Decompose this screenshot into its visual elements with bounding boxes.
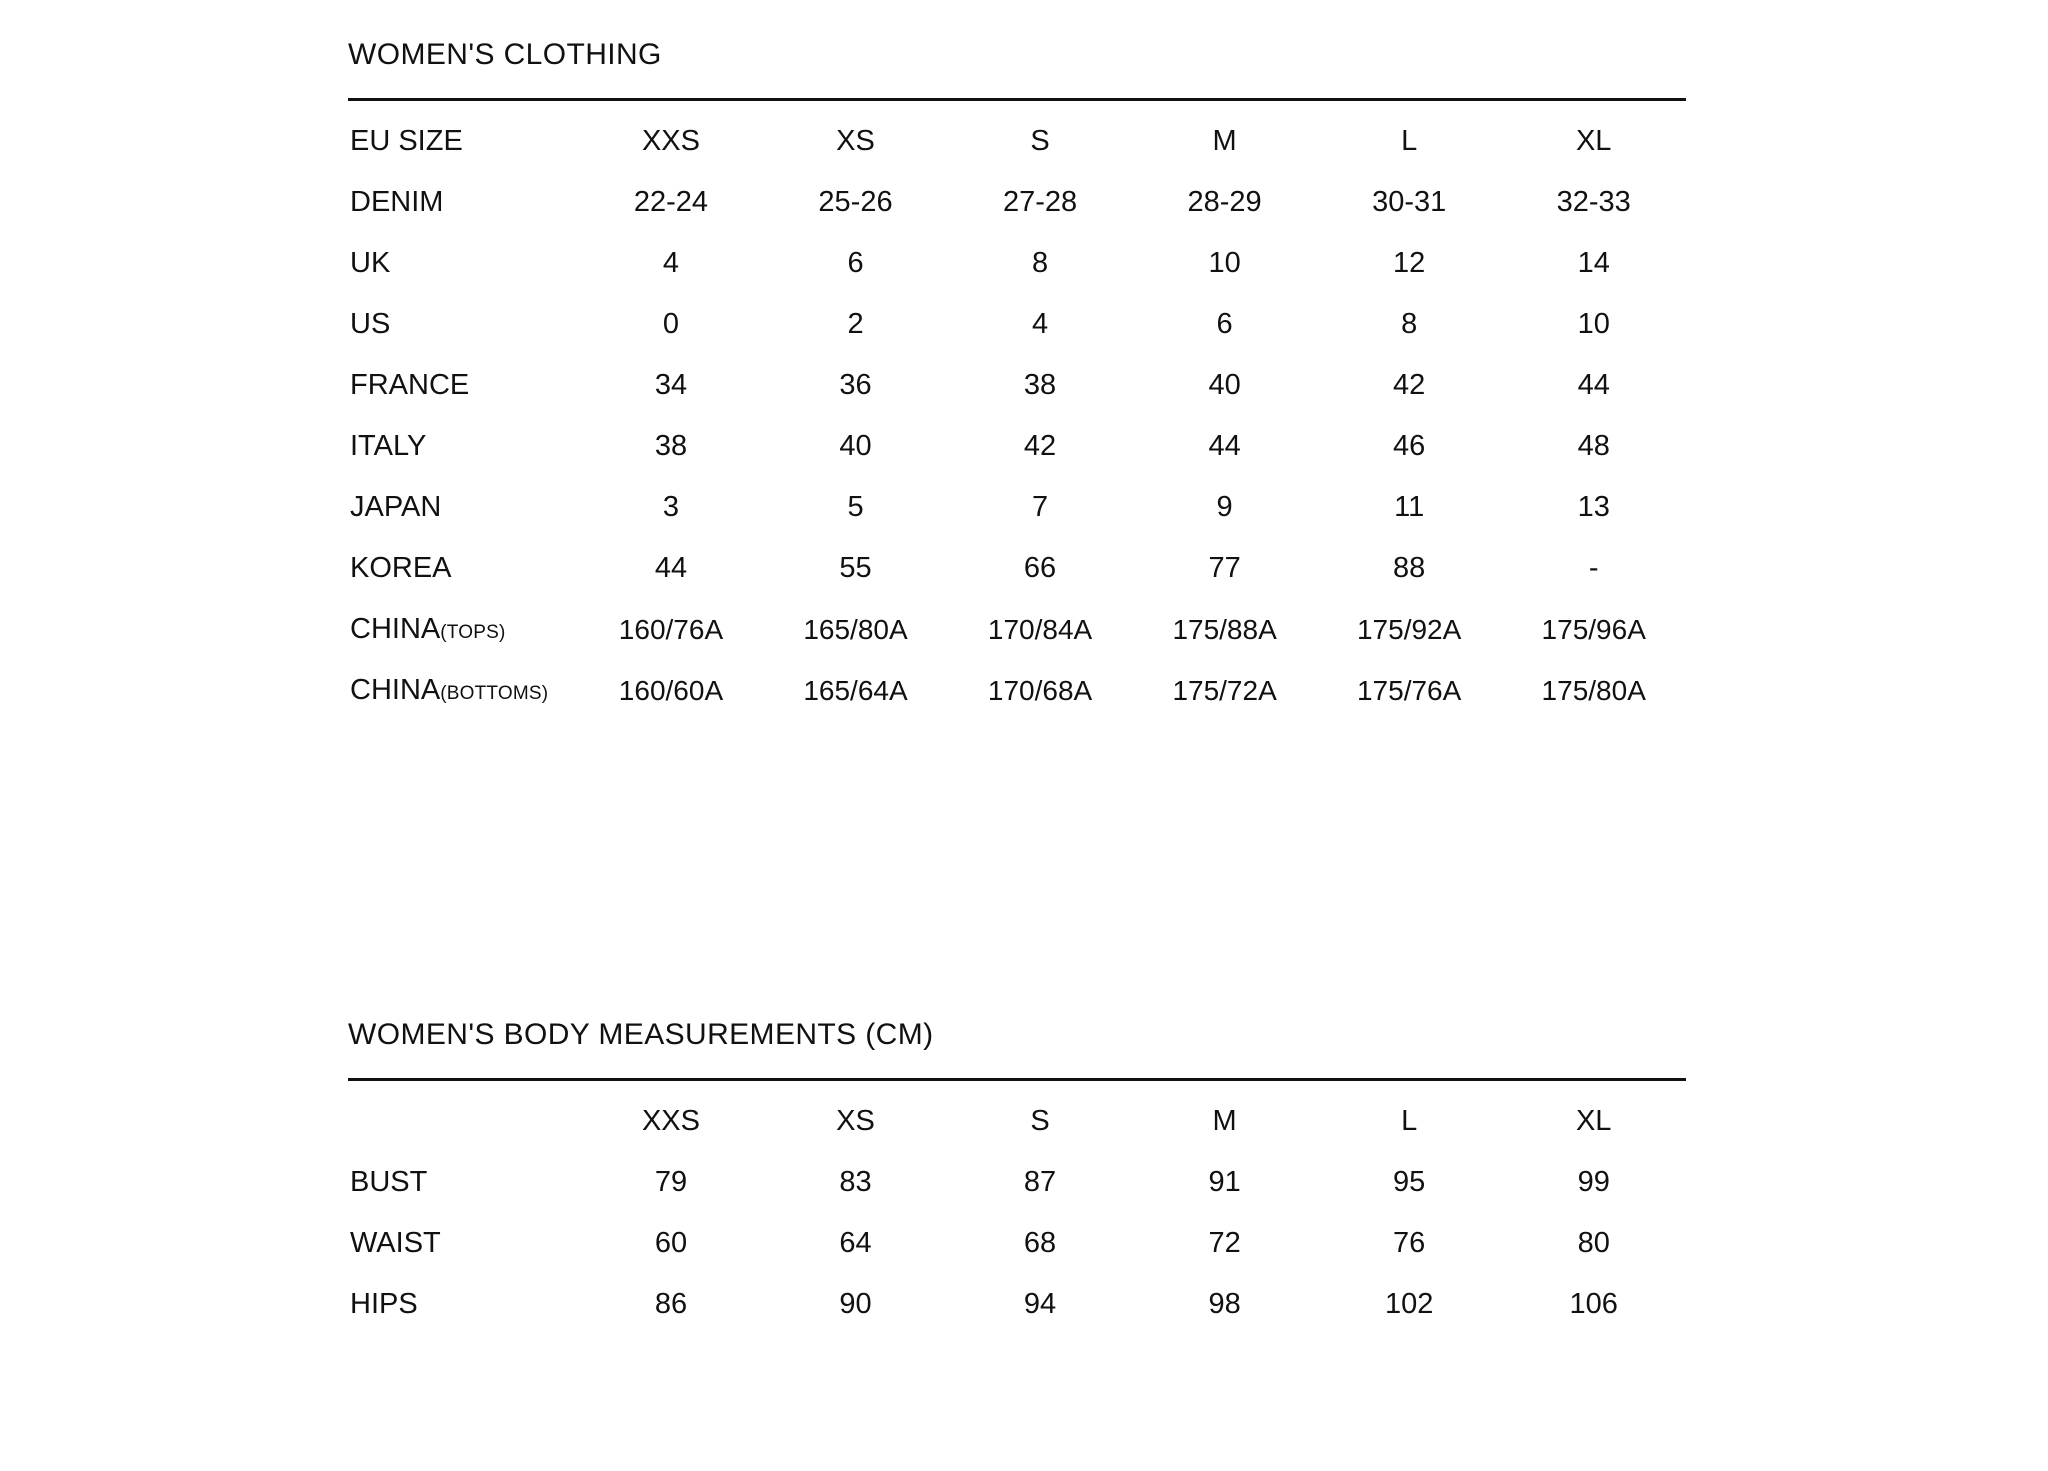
cell-italy-xxs: 38	[654, 430, 688, 462]
column-header-xxs: XXS	[641, 125, 700, 157]
cell-japan-xs: 5	[847, 491, 864, 523]
cell-italy-xs: 40	[839, 430, 872, 462]
cell-china-tops-m: 175/88A	[1172, 613, 1277, 645]
cell-china-bottoms-xs: 165/64A	[803, 674, 908, 706]
cell-hips-xxs: 86	[654, 1288, 688, 1320]
cell-bust-s: 87	[1023, 1166, 1057, 1198]
cell-france-xl: 44	[1577, 369, 1610, 401]
cell-china-tops-xxs: 160/76A	[618, 613, 724, 645]
cell-denim-m: 28-29	[1187, 186, 1262, 218]
row-label-waist: WAIST	[350, 1227, 441, 1259]
cell-japan-xxs: 3	[662, 491, 680, 523]
cell-us-xxs: 0	[662, 308, 680, 340]
cell-italy-m: 44	[1208, 430, 1241, 462]
cell-uk-xs: 6	[847, 247, 864, 279]
cell-waist-xxs: 60	[654, 1227, 688, 1259]
table-row	[348, 1152, 1686, 1213]
row-label-denim: DENIM	[350, 186, 444, 218]
cell-us-s: 4	[1031, 308, 1049, 340]
cell-italy-xl: 48	[1577, 430, 1610, 462]
womens-clothing-table	[348, 111, 1686, 721]
cell-france-m: 40	[1208, 369, 1241, 401]
row-label-hips: HIPS	[350, 1288, 418, 1320]
row-label-france: FRANCE	[350, 369, 470, 401]
cell-hips-l: 102	[1384, 1288, 1434, 1320]
cell-us-xs: 2	[847, 308, 864, 340]
row-label-us: US	[350, 308, 391, 340]
table-row	[348, 294, 1686, 355]
row-label-korea: KOREA	[350, 552, 452, 584]
table-row	[348, 599, 1686, 660]
cell-us-xl: 10	[1577, 308, 1610, 340]
cell-bust-l: 95	[1393, 1166, 1426, 1198]
column-header-xxs: XXS	[641, 1105, 700, 1137]
cell-japan-l: 11	[1394, 491, 1425, 523]
row-label-uk: UK	[350, 247, 391, 279]
cell-china-tops-xs: 165/80A	[803, 613, 908, 645]
cell-italy-l: 46	[1393, 430, 1426, 462]
cell-hips-s: 94	[1023, 1288, 1057, 1320]
cell-denim-s: 27-28	[1002, 186, 1078, 218]
cell-korea-l: 88	[1393, 552, 1426, 584]
cell-korea-xxs: 44	[654, 552, 688, 584]
cell-denim-xxs: 22-24	[633, 186, 709, 218]
cell-italy-s: 42	[1023, 430, 1057, 462]
cell-bust-xxs: 79	[654, 1166, 688, 1198]
table-row	[348, 1213, 1686, 1274]
table-row-header	[348, 1091, 1686, 1152]
cell-waist-xs: 64	[839, 1227, 872, 1259]
row-label-bust: BUST	[350, 1166, 428, 1198]
cell-japan-s: 7	[1031, 491, 1049, 523]
table-row	[348, 355, 1686, 416]
column-header-xs: XS	[836, 1105, 875, 1137]
cell-japan-m: 9	[1216, 491, 1233, 523]
cell-uk-xxs: 4	[662, 247, 680, 279]
row-label-italy: ITALY	[350, 430, 427, 462]
column-header-l: L	[1401, 1105, 1418, 1137]
cell-hips-xl: 106	[1569, 1288, 1618, 1320]
row-label-china-bottoms	[348, 660, 579, 721]
table-row	[348, 538, 1686, 599]
column-header-s: S	[1030, 1105, 1050, 1137]
cell-hips-m: 98	[1208, 1288, 1241, 1320]
column-header-m: M	[1212, 125, 1237, 157]
table-row	[348, 233, 1686, 294]
cell-uk-l: 12	[1393, 247, 1426, 279]
cell-bust-xs: 83	[839, 1166, 872, 1198]
cell-china-bottoms-m: 175/72A	[1172, 674, 1277, 706]
section-divider	[348, 1078, 1686, 1081]
cell-denim-l: 30-31	[1372, 186, 1447, 218]
womens-clothing-section	[348, 38, 1704, 721]
cell-waist-l: 76	[1393, 1227, 1426, 1259]
column-header-m: M	[1212, 1105, 1237, 1137]
row-label-china-bottoms-qualifier: (BOTTOMS)	[440, 683, 549, 704]
cell-waist-xl: 80	[1577, 1227, 1610, 1259]
table-row	[348, 477, 1686, 538]
cell-bust-xl: 99	[1577, 1166, 1610, 1198]
row-label-japan: JAPAN	[350, 491, 442, 523]
table-row	[348, 660, 1686, 721]
cell-denim-xs: 25-26	[818, 186, 893, 218]
cell-hips-xs: 90	[839, 1288, 872, 1320]
cell-korea-xl: -	[1588, 552, 1599, 584]
cell-japan-xl: 13	[1577, 491, 1610, 523]
row-label-china: CHINA	[350, 674, 441, 706]
cell-bust-m: 91	[1208, 1166, 1241, 1198]
cell-us-m: 6	[1216, 308, 1233, 340]
cell-uk-s: 8	[1031, 247, 1049, 279]
cell-korea-m: 77	[1208, 552, 1241, 584]
column-header-blank	[348, 1091, 579, 1152]
row-label-china-tops-qualifier: (TOPS)	[440, 622, 506, 643]
cell-uk-xl: 14	[1577, 247, 1610, 279]
column-header-xs: XS	[836, 125, 875, 157]
womens-body-measurements-table	[348, 1091, 1686, 1335]
cell-waist-m: 72	[1208, 1227, 1241, 1259]
column-header-s: S	[1030, 125, 1050, 157]
cell-us-l: 8	[1401, 308, 1418, 340]
cell-china-tops-s: 170/84A	[987, 613, 1093, 645]
cell-france-xs: 36	[839, 369, 872, 401]
table-row-header	[348, 111, 1686, 172]
column-header-eu-size: EU SIZE	[350, 125, 463, 157]
table-row	[348, 416, 1686, 477]
cell-china-bottoms-xxs: 160/60A	[618, 674, 724, 706]
table-row	[348, 172, 1686, 233]
cell-china-bottoms-xl: 175/80A	[1541, 674, 1646, 706]
column-header-xl: XL	[1575, 125, 1612, 157]
womens-body-measurements-section	[348, 1018, 1704, 1335]
cell-china-tops-xl: 175/96A	[1541, 613, 1646, 645]
cell-france-s: 38	[1023, 369, 1057, 401]
table-row	[348, 1274, 1686, 1335]
section-title-measurements: WOMEN'S BODY MEASUREMENTS (CM)	[348, 1018, 934, 1051]
cell-korea-xs: 55	[839, 552, 872, 584]
section-divider	[348, 98, 1686, 101]
cell-china-bottoms-l: 175/76A	[1356, 674, 1462, 706]
cell-denim-xl: 32-33	[1556, 186, 1631, 218]
cell-uk-m: 10	[1208, 247, 1241, 279]
cell-waist-s: 68	[1023, 1227, 1057, 1259]
cell-france-l: 42	[1393, 369, 1426, 401]
row-label-china-tops	[348, 599, 579, 660]
cell-china-tops-l: 175/92A	[1356, 613, 1462, 645]
cell-france-xxs: 34	[654, 369, 688, 401]
row-label-china: CHINA	[350, 613, 441, 645]
column-header-xl: XL	[1575, 1105, 1612, 1137]
cell-china-bottoms-s: 170/68A	[987, 674, 1093, 706]
page-title: WOMEN'S CLOTHING	[348, 38, 662, 71]
cell-korea-s: 66	[1023, 552, 1057, 584]
column-header-l: L	[1401, 125, 1418, 157]
